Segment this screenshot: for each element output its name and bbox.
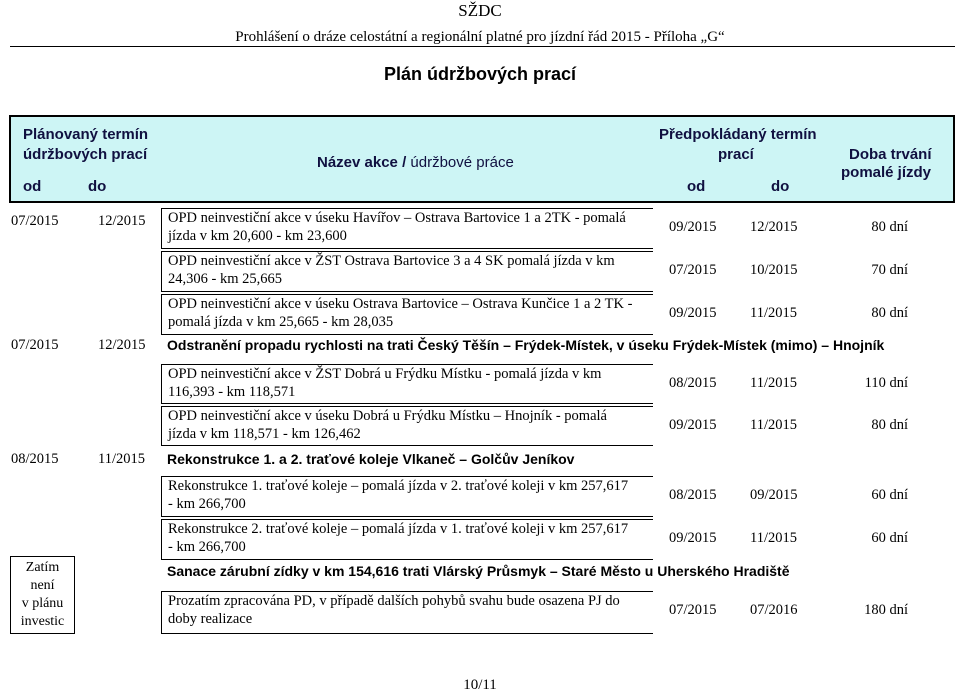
action-line: - km 266,700 bbox=[168, 496, 246, 512]
action-name-bold: Název akce / bbox=[317, 154, 407, 171]
action-line: Rekonstrukce 2. traťové koleje – pomalá jízda v 1. traťové koleji v km 257,617 bbox=[168, 521, 629, 537]
header-divider bbox=[10, 46, 955, 47]
duration-value: 70 dní bbox=[871, 262, 908, 278]
action-line: doby realizace bbox=[168, 611, 253, 627]
planned-term-label-2: údržbových prací bbox=[23, 146, 148, 163]
expected-from: 09/2015 bbox=[669, 305, 717, 321]
planned-from: 07/2015 bbox=[11, 337, 59, 353]
planned-to: 12/2015 bbox=[98, 337, 146, 353]
expected-to: 11/2015 bbox=[750, 305, 797, 321]
action-line: OPD neinvestiční akce v úseku Ostrava Bartovice – Ostrava Kunčice 1 a 2 TK - bbox=[168, 296, 633, 312]
planned-to-label: do bbox=[88, 178, 107, 195]
expected-to: 09/2015 bbox=[750, 487, 798, 503]
planned-from-label: od bbox=[23, 178, 42, 195]
action-line: Prozatím zpracována PD, v případě dalších pohybů svahu bude osazena PJ do bbox=[168, 593, 620, 609]
expected-from: 08/2015 bbox=[669, 375, 717, 391]
table-header bbox=[9, 115, 955, 203]
duration-value: 180 dní bbox=[864, 602, 908, 618]
duration-value: 80 dní bbox=[871, 305, 908, 321]
expected-from: 07/2015 bbox=[669, 602, 717, 618]
expected-to: 12/2015 bbox=[750, 219, 798, 235]
action-line: OPD neinvestiční akce v úseku Havířov – Ostrava Bartovice 1 a 2TK - pomalá bbox=[168, 210, 626, 226]
expected-from: 07/2015 bbox=[669, 262, 717, 278]
action-line: OPD neinvestiční akce v ŽST Ostrava Bartovice 3 a 4 SK pomalá jízda v km bbox=[168, 253, 615, 269]
expected-from: 09/2015 bbox=[669, 417, 717, 433]
duration-label-2: pomalé jízdy bbox=[841, 164, 932, 181]
expected-term-label-1: Předpokládaný termín bbox=[659, 126, 817, 143]
not-planned-line: Zatím bbox=[25, 560, 60, 575]
duration-value: 80 dní bbox=[871, 417, 908, 433]
action-line: OPD neinvestiční akce v ŽST Dobrá u Frýdku Místku - pomalá jízda v km bbox=[168, 366, 602, 382]
expected-from: 09/2015 bbox=[669, 219, 717, 235]
not-planned-line: investic bbox=[20, 614, 65, 629]
planned-term-label-1: Plánovaný termín bbox=[23, 126, 149, 143]
not-planned-line: v plánu bbox=[21, 596, 64, 611]
not-planned-note bbox=[10, 556, 75, 634]
expected-to-label: do bbox=[771, 178, 790, 195]
action-line: 24,306 - km 25,665 bbox=[168, 271, 282, 287]
action-name-normal: údržbové práce bbox=[410, 154, 514, 171]
expected-to: 10/2015 bbox=[750, 262, 798, 278]
duration-value: 60 dní bbox=[871, 487, 908, 503]
duration-label-1: Doba trvání bbox=[849, 146, 932, 163]
planned-from: 08/2015 bbox=[11, 451, 59, 467]
action-line: 116,393 - km 118,571 bbox=[168, 384, 296, 400]
action-line: pomalá jízda v km 25,665 - km 28,035 bbox=[168, 314, 394, 330]
not-planned-line: není bbox=[30, 578, 55, 593]
duration-value: 110 dní bbox=[864, 375, 908, 391]
action-line: - km 266,700 bbox=[168, 539, 246, 555]
action-line: jízda v km 118,571 - km 126,462 bbox=[168, 426, 361, 442]
expected-from: 08/2015 bbox=[669, 487, 717, 503]
action-name-label bbox=[317, 154, 514, 171]
group-title: Rekonstrukce 1. a 2. traťové koleje Vlkaneč – Golčův Jeníkov bbox=[167, 451, 575, 467]
planned-to: 11/2015 bbox=[98, 451, 145, 467]
expected-to: 07/2016 bbox=[750, 602, 798, 618]
expected-to: 11/2015 bbox=[750, 530, 797, 546]
group-title: Sanace zárubní zídky v km 154,616 trati Vlárský Průsmyk – Staré Město u Uherského Hradiště bbox=[167, 563, 790, 579]
action-line: Rekonstrukce 1. traťové koleje – pomalá jízda v 2. traťové koleji v km 257,617 bbox=[168, 478, 629, 494]
expected-term-label-2: prací bbox=[718, 146, 754, 163]
duration-value: 60 dní bbox=[871, 530, 908, 546]
planned-from: 07/2015 bbox=[11, 213, 59, 229]
duration-value: 80 dní bbox=[871, 219, 908, 235]
action-line: OPD neinvestiční akce v úseku Dobrá u Frýdku Místku – Hnojník - pomalá bbox=[168, 408, 607, 424]
expected-from: 09/2015 bbox=[669, 530, 717, 546]
expected-from-label: od bbox=[687, 178, 706, 195]
expected-to: 11/2015 bbox=[750, 417, 797, 433]
planned-to: 12/2015 bbox=[98, 213, 146, 229]
page-title: Plán údržbových prací bbox=[383, 64, 577, 84]
group-title: Odstranění propadu rychlosti na trati Český Těšín – Frýdek-Místek, v úseku Frýdek-Místek (mimo) – Hnojník bbox=[167, 337, 885, 353]
page-number: 10/11 bbox=[463, 677, 497, 693]
expected-to: 11/2015 bbox=[750, 375, 797, 391]
action-line: jízda v km 20,600 - km 23,600 bbox=[168, 228, 347, 244]
organization-name: SŽDC bbox=[458, 1, 502, 20]
document-subtitle: Prohlášení o dráze celostátní a regionální platné pro jízdní řád 2015 - Příloha „G“ bbox=[235, 29, 725, 45]
